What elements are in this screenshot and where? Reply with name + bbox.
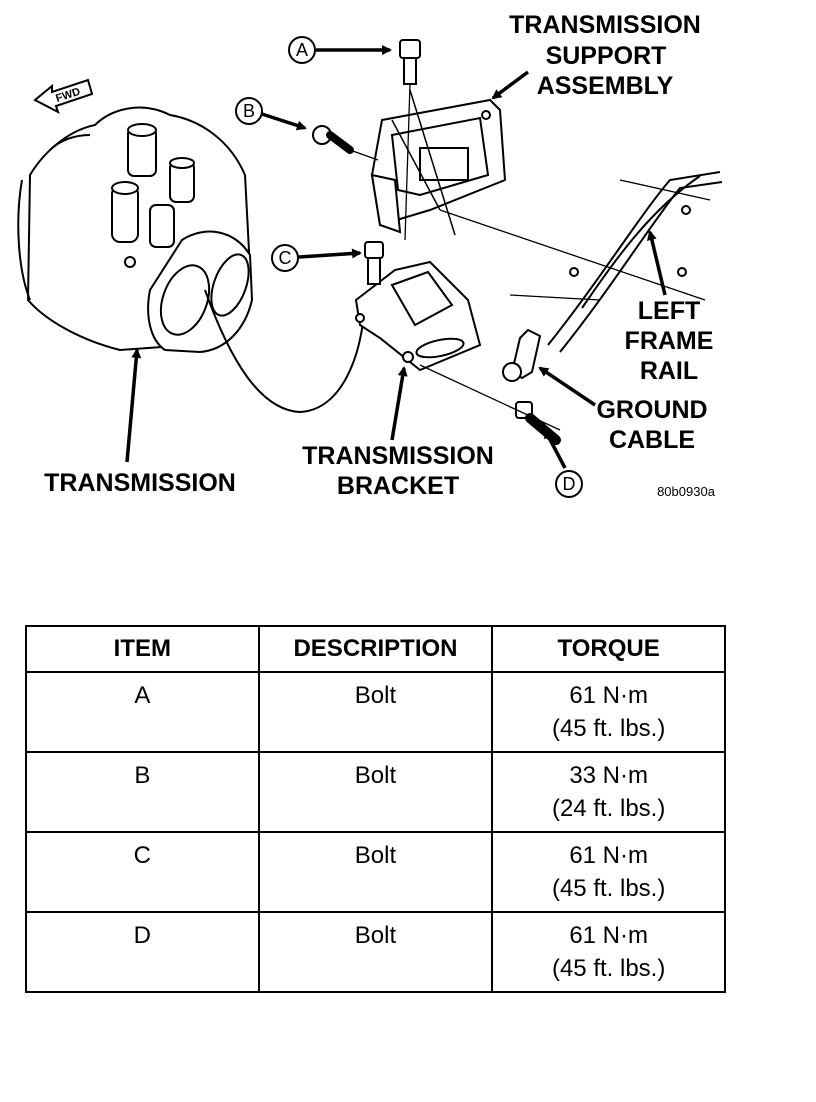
header-description: DESCRIPTION xyxy=(259,626,493,672)
svg-text:B: B xyxy=(242,101,256,121)
left-frame-rail-illustration xyxy=(548,172,722,352)
bolt-b-icon xyxy=(313,126,350,150)
svg-text:RAIL: RAIL xyxy=(639,357,699,385)
torque-imperial: (24 ft. lbs.) xyxy=(551,795,666,822)
cell-description: Bolt xyxy=(259,912,493,992)
svg-text:TRANSMISSION: TRANSMISSION xyxy=(302,442,494,470)
bolt-a-icon xyxy=(400,40,420,84)
table-header-row xyxy=(26,626,725,672)
svg-text:FRAME: FRAME xyxy=(624,327,714,355)
label-ground-cable xyxy=(596,396,707,454)
callout-a xyxy=(289,37,315,63)
header-item: ITEM xyxy=(26,626,259,672)
torque-imperial: (45 ft. lbs.) xyxy=(551,955,666,982)
callout-c xyxy=(272,245,298,271)
torque-metric: 33 N·m xyxy=(569,762,648,789)
forward-arrow-icon xyxy=(35,80,92,112)
svg-text:CABLE: CABLE xyxy=(608,426,696,454)
cell-description: Bolt xyxy=(259,832,493,912)
torque-imperial: (45 ft. lbs.) xyxy=(551,715,666,742)
torque-metric: 61 N·m xyxy=(569,682,648,709)
svg-text:D: D xyxy=(562,474,576,494)
svg-text:TRANSMISSION: TRANSMISSION xyxy=(44,469,236,497)
svg-text:LEFT: LEFT xyxy=(637,297,701,325)
cell-torque xyxy=(492,752,725,832)
torque-imperial: (45 ft. lbs.) xyxy=(551,875,666,902)
svg-text:SUPPORT: SUPPORT xyxy=(545,42,667,70)
figure-code: 80b0930a xyxy=(657,484,715,499)
callout-b xyxy=(236,98,262,124)
table-row xyxy=(26,672,725,752)
cell-torque xyxy=(492,672,725,752)
header-torque: TORQUE xyxy=(492,626,725,672)
callout-d xyxy=(556,471,582,497)
svg-text:A: A xyxy=(295,40,309,60)
ground-cable-illustration xyxy=(503,330,540,381)
bolt-d-icon xyxy=(516,402,556,440)
forward-arrow-text: FWD xyxy=(54,85,82,105)
svg-text:BRACKET: BRACKET xyxy=(336,472,460,500)
cell-description: Bolt xyxy=(259,672,493,752)
table-row xyxy=(26,912,725,992)
cell-description: Bolt xyxy=(259,752,493,832)
label-transmission-support-assembly xyxy=(509,11,701,100)
label-transmission xyxy=(44,469,236,497)
table-row xyxy=(26,832,725,912)
cell-item: B xyxy=(26,752,259,832)
svg-text:GROUND: GROUND xyxy=(596,396,708,424)
cell-item: D xyxy=(26,912,259,992)
torque-metric: 61 N·m xyxy=(569,922,648,949)
transmission-illustration xyxy=(18,108,365,412)
label-transmission-bracket xyxy=(302,442,494,500)
svg-text:C: C xyxy=(278,248,292,268)
bolt-c-icon xyxy=(365,242,383,284)
table-row xyxy=(26,752,725,832)
torque-metric: 61 N·m xyxy=(569,842,648,869)
transmission-support-assembly-illustration xyxy=(372,90,505,235)
label-left-frame-rail xyxy=(625,297,714,385)
svg-text:TRANSMISSION: TRANSMISSION xyxy=(509,11,701,39)
cell-torque xyxy=(492,832,725,912)
svg-text:ASSEMBLY: ASSEMBLY xyxy=(536,72,674,100)
torque-specification-table xyxy=(25,625,726,993)
cell-item: A xyxy=(26,672,259,752)
cell-item: C xyxy=(26,832,259,912)
cell-torque xyxy=(492,912,725,992)
